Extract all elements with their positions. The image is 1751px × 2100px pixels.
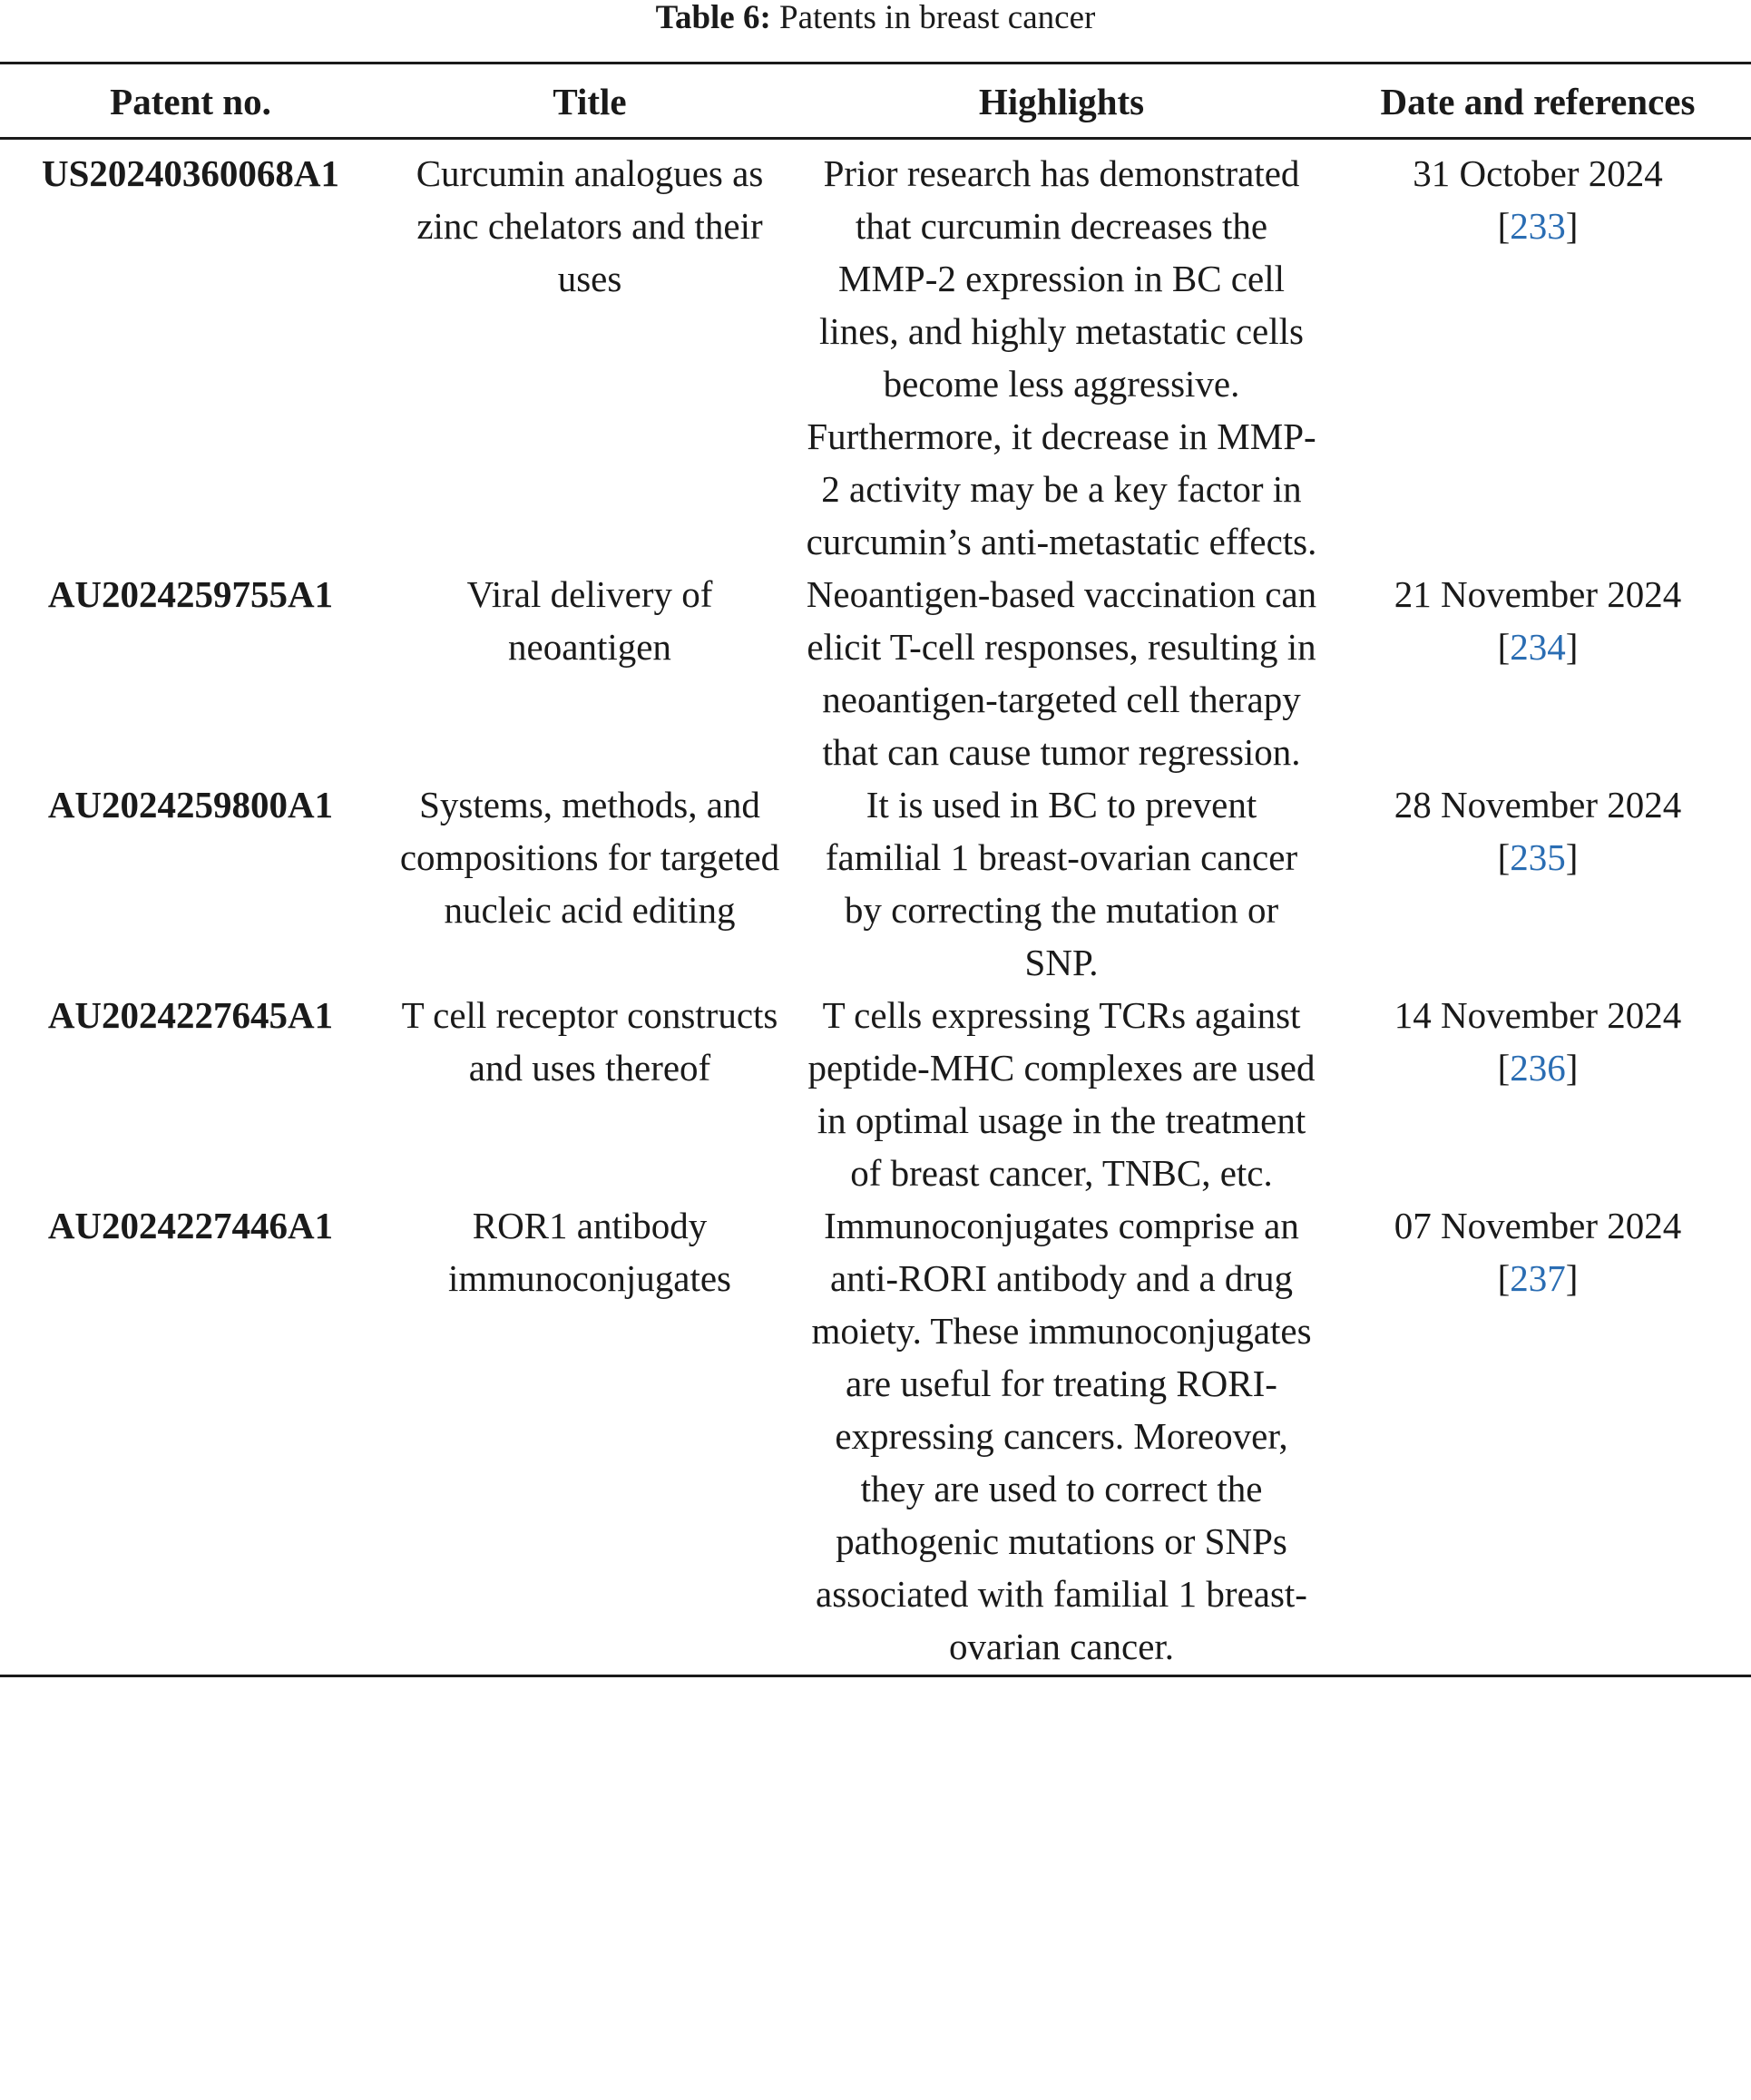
patent-number: AU2024227446A1	[47, 1205, 334, 1246]
date-and-reference	[1325, 568, 1751, 778]
reference-citation: [237]	[1497, 1257, 1579, 1299]
table-row	[0, 989, 1751, 1199]
patent-highlights: Immunoconjugates comprise an anti-RORI antibody and a drug moiety. These immunoconjugates are useful for treating RORI-expressing cancers. Moreover, they are used to correct the pathogenic mutations or SNPs associated with familial 1 breast-ovarian cancer.	[811, 1205, 1312, 1667]
patent-number: AU2024259800A1	[47, 784, 334, 825]
date-and-reference	[1325, 989, 1751, 1199]
patent-date: 14 November 2024	[1394, 994, 1682, 1036]
table-row	[0, 778, 1751, 989]
date-and-reference	[1325, 778, 1751, 989]
reference-link[interactable]: 233	[1510, 205, 1566, 247]
caption-label: Table 6:	[655, 0, 771, 36]
table-row	[0, 1199, 1751, 1676]
reference-link[interactable]: 236	[1510, 1047, 1566, 1089]
date-and-reference	[1325, 139, 1751, 569]
reference-citation: [234]	[1497, 626, 1579, 668]
patent-date: 07 November 2024	[1394, 1205, 1682, 1246]
reference-link[interactable]: 234	[1510, 626, 1566, 668]
patent-title: Systems, methods, and compositions for targeted nucleic acid editing	[399, 784, 780, 931]
patent-title: ROR1 antibody immunoconjugates	[447, 1205, 731, 1299]
header-highlights: Highlights	[978, 81, 1145, 122]
reference-citation: [236]	[1497, 1047, 1579, 1089]
patent-highlights: Prior research has demonstrated that curcumin decreases the MMP-2 expression in BC cell lines, and highly metastatic cells become less aggressive. Furthermore, it decrease in MMP-2 activity may be a key factor in curcumin’s anti-metastatic effects.	[806, 152, 1317, 562]
patent-title: Viral delivery of neoantigen	[466, 573, 713, 668]
header-patent-no: Patent no.	[110, 81, 271, 122]
patent-title: T cell receptor constructs and uses thereof	[401, 994, 778, 1089]
patent-number: US20240360068A1	[41, 152, 340, 194]
table-row	[0, 139, 1751, 569]
patent-date: 31 October 2024	[1413, 152, 1663, 194]
header-date-references: Date and references	[1380, 81, 1696, 122]
header-title: Title	[553, 81, 627, 122]
reference-link[interactable]: 237	[1510, 1257, 1566, 1299]
patent-highlights: It is used in BC to prevent familial 1 breast-ovarian cancer by correcting the mutation or SNP.	[825, 784, 1298, 983]
table-caption	[0, 0, 1751, 36]
patent-date: 28 November 2024	[1394, 784, 1682, 825]
table-row	[0, 568, 1751, 778]
date-and-reference	[1325, 1199, 1751, 1676]
patent-highlights: Neoantigen-based vaccination can elicit T-cell responses, resulting in neoantigen-targeted cell therapy that can cause tumor regression.	[806, 573, 1317, 773]
caption-text: Patents in breast cancer	[779, 0, 1096, 36]
reference-link[interactable]: 235	[1510, 836, 1566, 878]
reference-citation: [233]	[1497, 205, 1579, 247]
patent-highlights: T cells expressing TCRs against peptide-MHC complexes are used in optimal usage in the treatment of breast cancer, TNBC, etc.	[807, 994, 1316, 1194]
patent-title: Curcumin analogues as zinc chelators and their uses	[416, 152, 764, 299]
reference-citation: [235]	[1497, 836, 1579, 878]
patent-date: 21 November 2024	[1394, 573, 1682, 615]
patents-table	[0, 62, 1751, 1677]
patent-number: AU2024227645A1	[47, 994, 334, 1036]
header-row	[0, 63, 1751, 139]
patent-number: AU2024259755A1	[47, 573, 334, 615]
